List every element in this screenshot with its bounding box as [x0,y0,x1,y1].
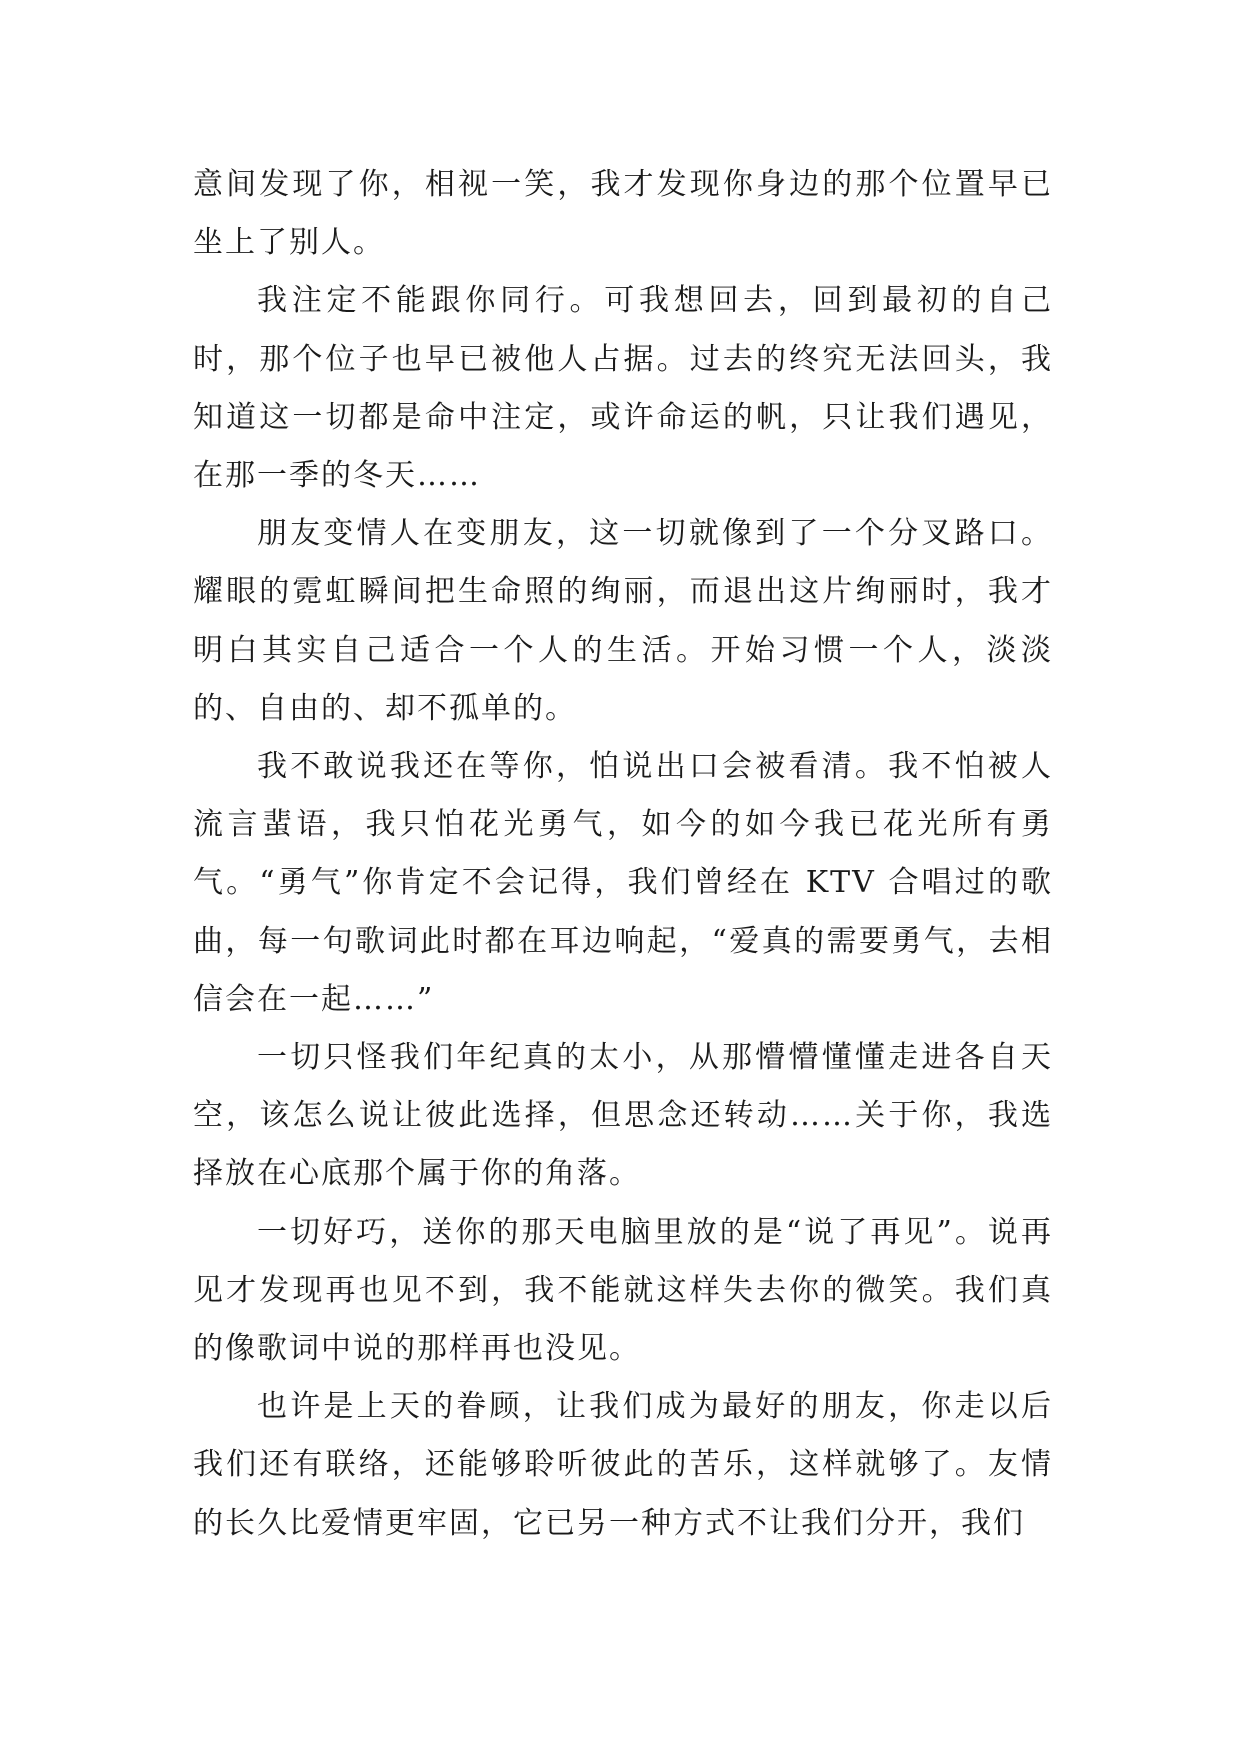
paragraph-6: 一切好巧，送你的那天电脑里放的是“说了再见”。说再见才发现再也见不到，我不能就这样失去你的微笑。我们真的像歌词中说的那样再也没见。 [193,1214,1053,1367]
paragraph-5: 一切只怪我们年纪真的太小，从那懵懵懂懂走进各自天空，该怎么说让彼此选择，但思念还转动……关于你，我选择放在心底那个属于你的角落。 [193,1040,1053,1192]
document-body [193,156,1053,1553]
paragraph-4: 我不敢说我还在等你，怕说出口会被看清。我不怕被人流言蜚语，我只怕花光勇气，如今的如今我已花光所有勇气。“勇气”你肯定不会记得，我们曾经在 KTV 合唱过的歌曲，每一句歌词此时都在耳边响起，“爱真的需要勇气，去相信会在一起……” [193,749,1053,1017]
paragraph-2: 我注定不能跟你同行。可我想回去，回到最初的自己时，那个位子也早已被他人占据。过去的终究无法回头，我知道这一切都是命中注定，或许命运的帆，只让我们遇见，在那一季的冬天…… [193,283,1053,494]
paragraph-1: 意间发现了你，相视一笑，我才发现你身边的那个位置早已坐上了别人。 [193,167,1053,261]
paragraph-7: 也许是上天的眷顾，让我们成为最好的朋友，你走以后我们还有联络，还能够聆听彼此的苦乐，这样就够了。友情的长久比爱情更牢固，它已另一种方式不让我们分开，我们 [193,1389,1053,1541]
paragraph-3: 朋友变情人在变朋友，这一切就像到了一个分叉路口。耀眼的霓虹瞬间把生命照的绚丽，而退出这片绚丽时，我才明白其实自己适合一个人的生活。开始习惯一个人，淡淡的、自由的、却不孤单的。 [193,516,1053,726]
